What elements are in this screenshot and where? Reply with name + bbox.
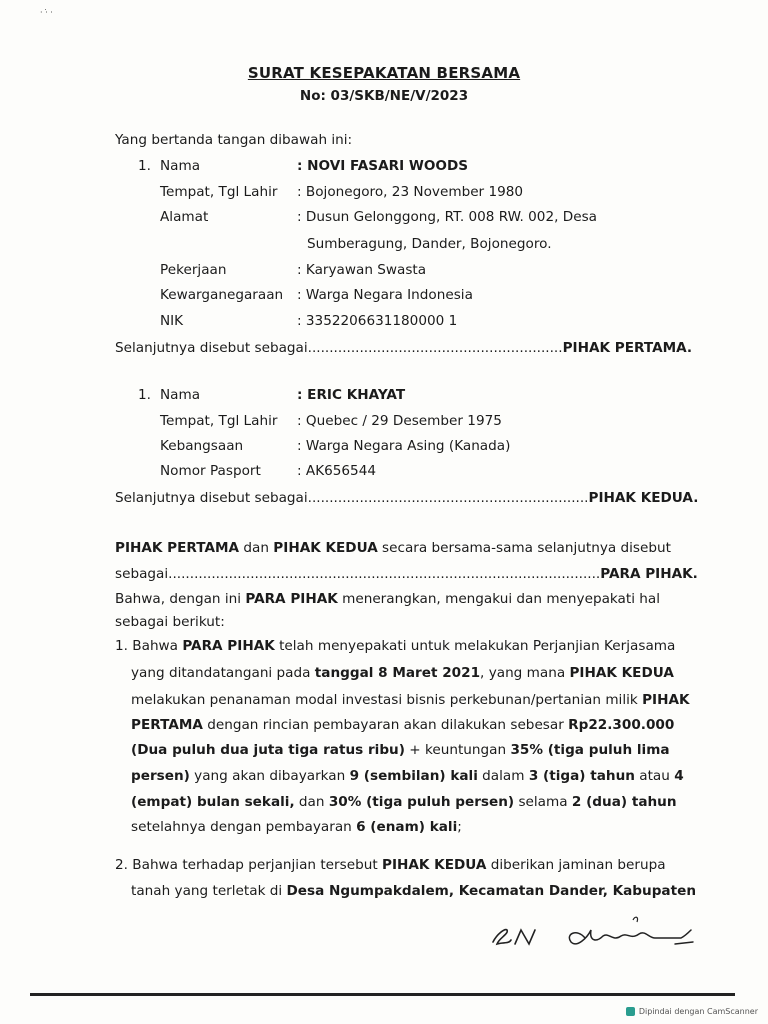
party1-referred-text: Selanjutnya disebut sebagai........................................................... (115, 340, 563, 356)
body-paragraph-1-line1 (115, 540, 671, 556)
bold-text: PIHAK (642, 692, 690, 708)
text: melakukan penanaman modal investasi bisnis perkebunan/pertanian milik (131, 692, 643, 708)
text: + keuntungan (404, 742, 511, 758)
scanner-watermark (626, 1007, 758, 1016)
party1-index: 1. (138, 158, 151, 174)
text: dan (294, 794, 329, 810)
party1-label-name: Nama (160, 158, 201, 174)
party1-label-citizenship: Kewarganegaraan (160, 287, 284, 303)
intro-text: Yang bertanda tangan dibawah ini: (115, 132, 353, 148)
point1-line1 (115, 638, 675, 654)
document-number: No: 03/SKB/NE/V/2023 (299, 88, 469, 104)
body-paragraph-2-line2: sebagai berikut: (115, 614, 225, 630)
party2-referred (115, 490, 698, 506)
text: 2. Bahwa terhadap perjanjian tersebut (115, 857, 382, 873)
text: selama (514, 794, 572, 810)
text: ; (457, 819, 462, 835)
point2-line1 (115, 857, 666, 873)
point1-line6 (131, 768, 684, 784)
party1-label-birth: Tempat, Tgl Lahir (160, 184, 278, 200)
bold-text: 3 (tiga) tahun (528, 768, 635, 784)
party2-value-passport: : AK656544 (297, 463, 377, 479)
body-paragraph-2-line1 (115, 591, 660, 607)
bold-text: PIHAK KEDUA (381, 857, 487, 873)
party1-value-nik: : 3352206631180000 1 (297, 313, 458, 329)
bold-text: PARA PIHAK (182, 638, 275, 654)
bold-text: Desa Ngumpakdalem, Kecamatan Dander, Kabupaten (286, 883, 697, 899)
bold-text: persen) (131, 768, 190, 784)
point1-line3 (131, 692, 690, 708)
party1-role: PIHAK PERTAMA. (562, 340, 693, 356)
body-text: menerangkan, mengakui dan menyepakati hal (337, 591, 661, 607)
text: , yang mana (480, 665, 570, 681)
text: dengan rincian pembayaran akan dilakukan sebesar (202, 717, 569, 733)
party1-referred (115, 340, 692, 356)
bold-text: PIHAK KEDUA (569, 665, 674, 681)
party2-value-birth: : Quebec / 29 Desember 1975 (297, 413, 502, 429)
point1-line7 (131, 794, 677, 810)
page-bottom-rule (30, 993, 735, 996)
text: 1. Bahwa (115, 638, 183, 654)
party2-value-name: : ERIC KHAYAT (297, 387, 406, 403)
text: telah menyepakati untuk melakukan Perjanjian Kerjasama (274, 638, 676, 654)
party1-label-nik: NIK (160, 313, 184, 329)
bold-text: 2 (dua) tahun (571, 794, 677, 810)
camscanner-icon (626, 1007, 635, 1016)
point2-line2 (131, 883, 696, 899)
body-paragraph-1-line2 (115, 566, 698, 582)
party1-value-name: : NOVI FASARI WOODS (297, 158, 469, 174)
body-term-para-pihak: PARA PIHAK (245, 591, 338, 607)
bold-text: 4 (674, 768, 684, 784)
party1-value-address-cont: Sumberagung, Dander, Bojonegoro. (307, 236, 552, 252)
body-term-para-pihak: PARA PIHAK. (600, 566, 698, 582)
text: yang akan dibayarkan (189, 768, 350, 784)
party2-label-name: Nama (160, 387, 201, 403)
scanner-text: Dipindai dengan CamScanner (638, 1007, 758, 1016)
bold-text: 6 (enam) kali (356, 819, 458, 835)
text: setelahnya dengan pembayaran (131, 819, 357, 835)
bold-text: (Dua puluh dua juta tiga ratus ribu) (131, 742, 405, 758)
point1-line2 (131, 665, 674, 681)
party1-value-job: : Karyawan Swasta (297, 262, 427, 278)
text: atau (634, 768, 675, 784)
party2-label-birth: Tempat, Tgl Lahir (160, 413, 278, 429)
text: diberikan jaminan berupa (486, 857, 666, 873)
document-title: SURAT KESEPAKATAN BERSAMA (247, 64, 521, 82)
body-text: sebagai.................................................................................................... (115, 566, 601, 582)
party1-value-birth: : Bojonegoro, 23 November 1980 (297, 184, 524, 200)
text: tanah yang terletak di (131, 883, 287, 899)
party2-role: PIHAK KEDUA. (588, 490, 699, 506)
bold-text: (empat) bulan sekali, (131, 794, 295, 810)
body-text: secara bersama-sama selanjutnya disebut (377, 540, 671, 556)
party2-label-nationality: Kebangsaan (160, 438, 244, 454)
signature-initials (485, 908, 705, 958)
bold-text: tanggal 8 Maret 2021 (314, 665, 481, 681)
bold-text: 35% (tiga puluh lima (510, 742, 670, 758)
party1-label-address: Alamat (160, 209, 209, 225)
party1-value-address: : Dusun Gelonggong, RT. 008 RW. 002, Desa (297, 209, 597, 225)
body-term-pihak-kedua: PIHAK KEDUA (273, 540, 378, 556)
body-text: dan (239, 540, 274, 556)
body-text: Bahwa, dengan ini (115, 591, 246, 607)
party2-index: 1. (138, 387, 151, 403)
bold-text: 30% (tiga puluh persen) (328, 794, 515, 810)
text: yang ditandatangani pada (131, 665, 315, 681)
body-term-pihak-pertama: PIHAK PERTAMA (115, 540, 240, 556)
point1-line5 (131, 742, 670, 758)
bold-text: 9 (sembilan) kali (349, 768, 478, 784)
text: dalam (477, 768, 529, 784)
party1-label-job: Pekerjaan (160, 262, 227, 278)
party2-referred-text: Selanjutnya disebut sebagai................................................................. (115, 490, 589, 506)
point1-line8 (131, 819, 462, 835)
party1-value-citizenship: : Warga Negara Indonesia (297, 287, 473, 303)
bold-text: Rp22.300.000 (568, 717, 675, 733)
scan-specks: · ·̇ · (40, 8, 53, 17)
point1-line4 (131, 717, 674, 733)
party2-label-passport: Nomor Pasport (160, 463, 261, 479)
party2-value-nationality: : Warga Negara Asing (Kanada) (297, 438, 511, 454)
bold-text: PERTAMA (131, 717, 203, 733)
